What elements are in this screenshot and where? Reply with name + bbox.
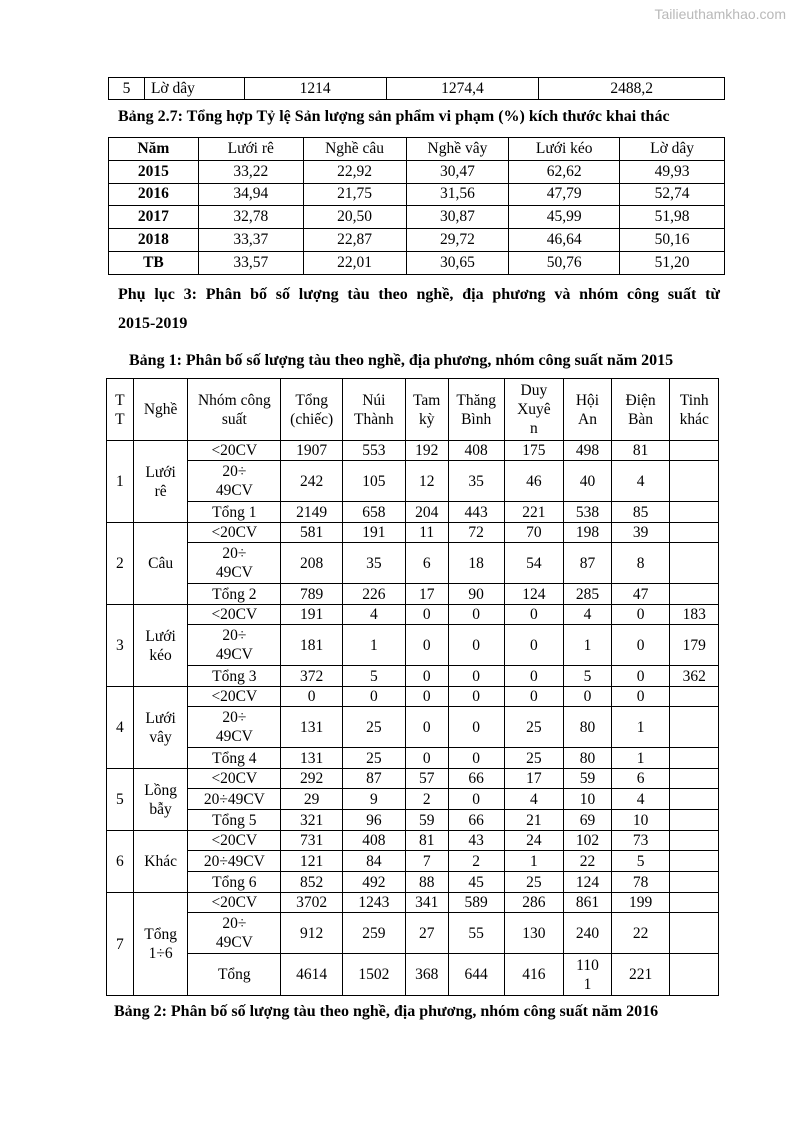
group-number: 6 — [107, 831, 134, 893]
table-cell — [670, 707, 719, 748]
table-cell: 47 — [611, 584, 670, 605]
table-row — [107, 893, 719, 913]
cell: 1214 — [244, 78, 386, 100]
table-cell: 4 — [504, 789, 564, 810]
table-cell: 20÷ 49CV — [188, 913, 281, 954]
table-cell — [670, 748, 719, 769]
table-cell: 105 — [343, 461, 405, 502]
table-cell: 226 — [343, 584, 405, 605]
table-cell: 22,01 — [303, 251, 406, 274]
table-cell: 72 — [448, 523, 504, 543]
group-number: 4 — [107, 687, 134, 769]
table-cell: 1 — [504, 851, 564, 872]
table-cell: 12 — [405, 461, 448, 502]
table-cell: 0 — [405, 687, 448, 707]
table2-caption: Bảng 2: Phân bố số lượng tàu theo nghề, địa phương, nhóm công suất năm 2016 — [114, 1003, 659, 1020]
table-cell: 22 — [611, 913, 670, 954]
table-cell: 408 — [343, 831, 405, 851]
table-cell: 0 — [405, 666, 448, 687]
column-header-nghe: Nghề — [133, 379, 188, 441]
table-cell: 6 — [611, 769, 670, 789]
table-cell — [670, 441, 719, 461]
table-cell: 1502 — [343, 954, 405, 996]
table-cell: Tổng 3 — [188, 666, 281, 687]
table-cell: 221 — [504, 502, 564, 523]
table-cell: 2 — [405, 789, 448, 810]
table-cell: <20CV — [188, 831, 281, 851]
table-cell: 341 — [405, 893, 448, 913]
cell: 1274,4 — [386, 78, 539, 100]
table-cell: 259 — [343, 913, 405, 954]
table-cell: 35 — [343, 543, 405, 584]
table-cell: 2017 — [109, 206, 199, 229]
table-cell: 10 — [611, 810, 670, 831]
group-name: Lưới kéo — [133, 605, 188, 687]
table-cell: 31,56 — [406, 183, 509, 206]
table-row — [107, 954, 719, 996]
table-cell: 81 — [611, 441, 670, 461]
table-cell: 20÷ 49CV — [188, 707, 281, 748]
table-cell: 0 — [448, 666, 504, 687]
table-cell: 87 — [343, 769, 405, 789]
table-cell: 368 — [405, 954, 448, 996]
column-header-tt: TT — [107, 379, 134, 441]
table-cell: 0 — [448, 625, 504, 666]
table-cell: 66 — [448, 810, 504, 831]
table-cell: 54 — [504, 543, 564, 584]
table-header-row — [109, 138, 725, 161]
table-cell: 90 — [448, 584, 504, 605]
table-cell: 29,72 — [406, 229, 509, 252]
group-name: Lưới rê — [133, 441, 188, 523]
table-cell: 912 — [281, 913, 343, 954]
table-1-2015 — [106, 378, 719, 996]
table-cell: 199 — [611, 893, 670, 913]
cell: 5 — [109, 78, 145, 100]
table-cell: 0 — [448, 605, 504, 625]
table-cell: 183 — [670, 605, 719, 625]
table-row — [107, 851, 719, 872]
group-number: 7 — [107, 893, 134, 996]
table-cell: 59 — [405, 810, 448, 831]
table-cell: 1 — [343, 625, 405, 666]
table-cell: 78 — [611, 872, 670, 893]
table-cell: 0 — [448, 789, 504, 810]
table-cell: 0 — [611, 687, 670, 707]
table-cell: 57 — [405, 769, 448, 789]
column-header-tinh-khac: Tinh khác — [670, 379, 719, 441]
table-row — [107, 872, 719, 893]
table27-caption: Bảng 2.7: Tổng hợp Tỷ lệ Sản lượng sản phẩm vi phạm (%) kích thước khai thác — [118, 108, 670, 125]
cell: Lờ dây — [144, 78, 244, 100]
table-cell: 32,78 — [198, 206, 303, 229]
table-cell: 22 — [564, 851, 611, 872]
table-cell: 50,76 — [509, 251, 620, 274]
table-cell — [670, 851, 719, 872]
table-cell — [670, 502, 719, 523]
table-row — [107, 502, 719, 523]
table-cell: 80 — [564, 707, 611, 748]
table-cell: 0 — [343, 687, 405, 707]
table-cell: 204 — [405, 502, 448, 523]
table-cell: 88 — [405, 872, 448, 893]
table-cell: 87 — [564, 543, 611, 584]
table-cell: 33,22 — [198, 160, 303, 183]
column-header: Năm — [109, 138, 199, 161]
table-cell: Tổng 1 — [188, 502, 281, 523]
table-cell: 242 — [281, 461, 343, 502]
table-cell: TB — [109, 251, 199, 274]
table-cell: 7 — [405, 851, 448, 872]
table-cell: 6 — [405, 543, 448, 584]
table-row — [107, 913, 719, 954]
table-cell: 0 — [504, 625, 564, 666]
column-header-dien-ban: Điện Bàn — [611, 379, 670, 441]
table-row — [109, 251, 725, 274]
table-cell: 0 — [611, 666, 670, 687]
table-cell: 25 — [343, 707, 405, 748]
table-cell: 0 — [611, 605, 670, 625]
table-cell: <20CV — [188, 687, 281, 707]
table-cell: 191 — [281, 605, 343, 625]
table-cell — [670, 954, 719, 996]
table-cell: 27 — [405, 913, 448, 954]
table-cell — [670, 461, 719, 502]
table-cell: 8 — [611, 543, 670, 584]
table-cell: 10 — [564, 789, 611, 810]
table-cell: 362 — [670, 666, 719, 687]
table1-caption: Bảng 1: Phân bố số lượng tàu theo nghề, địa phương, nhóm công suất năm 2015 — [129, 352, 674, 369]
table-cell: 0 — [405, 707, 448, 748]
table-cell: 80 — [564, 748, 611, 769]
table-cell: 0 — [564, 687, 611, 707]
table-cell: <20CV — [188, 523, 281, 543]
table-cell: 0 — [405, 605, 448, 625]
table-row — [107, 543, 719, 584]
table-row — [109, 78, 725, 100]
group-name: Lồng bẫy — [133, 769, 188, 831]
table-cell: 20÷49CV — [188, 851, 281, 872]
table-cell: 33,57 — [198, 251, 303, 274]
table-cell: 22,87 — [303, 229, 406, 252]
table-cell: Tổng 2 — [188, 584, 281, 605]
table-row — [107, 789, 719, 810]
column-header-hoi-an: Hội An — [564, 379, 611, 441]
table-cell: 861 — [564, 893, 611, 913]
table-cell: 29 — [281, 789, 343, 810]
table-cell: 30,65 — [406, 251, 509, 274]
table-cell: 321 — [281, 810, 343, 831]
table-cell: 121 — [281, 851, 343, 872]
group-number: 2 — [107, 523, 134, 605]
table-cell: 1 — [611, 707, 670, 748]
table-cell: 20÷ 49CV — [188, 543, 281, 584]
table-cell: 59 — [564, 769, 611, 789]
table-cell: 25 — [504, 748, 564, 769]
table-cell: 124 — [504, 584, 564, 605]
table-cell: 408 — [448, 441, 504, 461]
column-header-tong: Tổng (chiếc) — [281, 379, 343, 441]
table-cell: 20÷ 49CV — [188, 625, 281, 666]
table-row — [107, 441, 719, 461]
table-row — [107, 605, 719, 625]
table-cell: 198 — [564, 523, 611, 543]
table-cell: 21,75 — [303, 183, 406, 206]
table-cell: 1 — [611, 748, 670, 769]
column-header-nui-thanh: Núi Thành — [343, 379, 405, 441]
table-cell: 9 — [343, 789, 405, 810]
table-cell: 3702 — [281, 893, 343, 913]
table-cell: 644 — [448, 954, 504, 996]
table-cell: 1 — [564, 625, 611, 666]
table-cell: 2 — [448, 851, 504, 872]
table-row — [107, 584, 719, 605]
table-cell: <20CV — [188, 605, 281, 625]
table-cell: 589 — [448, 893, 504, 913]
table-cell: 84 — [343, 851, 405, 872]
table-cell: 81 — [405, 831, 448, 851]
table-cell: 4 — [564, 605, 611, 625]
table-cell: 40 — [564, 461, 611, 502]
table-cell: 221 — [611, 954, 670, 996]
table-row — [107, 687, 719, 707]
table-cell: 34,94 — [198, 183, 303, 206]
table-row — [109, 183, 725, 206]
table-cell: 50,16 — [620, 229, 725, 252]
table-row — [107, 666, 719, 687]
table-cell: 102 — [564, 831, 611, 851]
table-cell: 5 — [564, 666, 611, 687]
table-cell: 4614 — [281, 954, 343, 996]
table-cell: 21 — [504, 810, 564, 831]
table-cell: 191 — [343, 523, 405, 543]
table-cell: 789 — [281, 584, 343, 605]
group-name: Tổng 1÷6 — [133, 893, 188, 996]
table-header-row — [107, 379, 719, 441]
table-cell: 192 — [405, 441, 448, 461]
table-cell — [670, 584, 719, 605]
table-row — [107, 769, 719, 789]
table-cell: 175 — [504, 441, 564, 461]
table-cell — [670, 687, 719, 707]
table-cell — [670, 872, 719, 893]
group-number: 3 — [107, 605, 134, 687]
table-cell: 45 — [448, 872, 504, 893]
table-cell: 66 — [448, 769, 504, 789]
table-cell: 39 — [611, 523, 670, 543]
table-cell: 33,37 — [198, 229, 303, 252]
table-cell: 69 — [564, 810, 611, 831]
table-cell: 96 — [343, 810, 405, 831]
table-cell: <20CV — [188, 893, 281, 913]
table-cell: <20CV — [188, 769, 281, 789]
table-cell: 130 — [504, 913, 564, 954]
table-cell: 208 — [281, 543, 343, 584]
table-cell: 852 — [281, 872, 343, 893]
table-cell: 51,20 — [620, 251, 725, 274]
table-cell: 292 — [281, 769, 343, 789]
table-cell: 553 — [343, 441, 405, 461]
table-cell: 285 — [564, 584, 611, 605]
table-cell: 2149 — [281, 502, 343, 523]
table-row — [109, 160, 725, 183]
table-row — [107, 831, 719, 851]
table-row — [107, 461, 719, 502]
table-cell: <20CV — [188, 441, 281, 461]
table-cell — [670, 789, 719, 810]
table-cell: 0 — [504, 605, 564, 625]
table-cell: 55 — [448, 913, 504, 954]
table-cell: 70 — [504, 523, 564, 543]
table-cell: 52,74 — [620, 183, 725, 206]
table-cell: 0 — [504, 666, 564, 687]
table-cell: 498 — [564, 441, 611, 461]
column-header: Nghề câu — [303, 138, 406, 161]
table-cell: 47,79 — [509, 183, 620, 206]
table-cell: 18 — [448, 543, 504, 584]
table-cell: 0 — [611, 625, 670, 666]
table-row — [107, 523, 719, 543]
table-row — [107, 707, 719, 748]
table-cell — [670, 893, 719, 913]
column-header: Lưới kéo — [509, 138, 620, 161]
table-cell: 17 — [405, 584, 448, 605]
table-cell: 25 — [343, 748, 405, 769]
continued-table — [108, 77, 725, 100]
table-cell: 24 — [504, 831, 564, 851]
table-cell — [670, 523, 719, 543]
table-cell: 0 — [405, 625, 448, 666]
table-cell: 73 — [611, 831, 670, 851]
table-cell: 1243 — [343, 893, 405, 913]
table-cell: Tổng 5 — [188, 810, 281, 831]
table-cell: 181 — [281, 625, 343, 666]
table-cell: 62,62 — [509, 160, 620, 183]
table-cell: 0 — [405, 748, 448, 769]
table-cell: Tổng — [188, 954, 281, 996]
table-cell — [670, 831, 719, 851]
table-cell: 46 — [504, 461, 564, 502]
table-cell: 45,99 — [509, 206, 620, 229]
table-cell: 240 — [564, 913, 611, 954]
group-name: Câu — [133, 523, 188, 605]
table-cell: 11 — [405, 523, 448, 543]
table-cell: 22,92 — [303, 160, 406, 183]
column-header: Nghề vây — [406, 138, 509, 161]
table-cell — [670, 810, 719, 831]
table-cell: 85 — [611, 502, 670, 523]
table-cell: Tổng 6 — [188, 872, 281, 893]
table-cell: 0 — [448, 687, 504, 707]
table-cell: 0 — [281, 687, 343, 707]
table-cell: 4 — [343, 605, 405, 625]
table-cell: Tổng 4 — [188, 748, 281, 769]
table-cell: 0 — [448, 707, 504, 748]
table-cell: 538 — [564, 502, 611, 523]
cell: 2488,2 — [539, 78, 725, 100]
table-row — [107, 810, 719, 831]
table-cell: 286 — [504, 893, 564, 913]
table-cell: 25 — [504, 707, 564, 748]
table-cell: 731 — [281, 831, 343, 851]
table-cell: 46,64 — [509, 229, 620, 252]
table-cell: 1101 — [564, 954, 611, 996]
table-row — [109, 206, 725, 229]
table-cell: 20,50 — [303, 206, 406, 229]
table-cell: 30,47 — [406, 160, 509, 183]
table-cell: 492 — [343, 872, 405, 893]
table-cell: 0 — [504, 687, 564, 707]
table-cell: 25 — [504, 872, 564, 893]
table-cell: 1907 — [281, 441, 343, 461]
table-cell: 2016 — [109, 183, 199, 206]
table-cell: 2018 — [109, 229, 199, 252]
table-cell: 443 — [448, 502, 504, 523]
table-cell: 416 — [504, 954, 564, 996]
group-number: 1 — [107, 441, 134, 523]
table-cell: 179 — [670, 625, 719, 666]
watermark: Tailieuthamkhao.com — [654, 6, 786, 22]
table-cell: 5 — [343, 666, 405, 687]
table-cell: 49,93 — [620, 160, 725, 183]
table-cell: 124 — [564, 872, 611, 893]
table-cell: 4 — [611, 461, 670, 502]
table-cell — [670, 543, 719, 584]
table-cell: 20÷ 49CV — [188, 461, 281, 502]
table-row — [109, 229, 725, 252]
group-name: Lưới vây — [133, 687, 188, 769]
table-cell — [670, 913, 719, 954]
table-cell: 2015 — [109, 160, 199, 183]
column-header: Lưới rê — [198, 138, 303, 161]
table-cell: 0 — [448, 748, 504, 769]
table-cell: 372 — [281, 666, 343, 687]
column-header-nhom: Nhóm công suất — [188, 379, 281, 441]
table-row — [107, 748, 719, 769]
appendix-title-line1: Phụ lục 3: Phân bố số lượng tàu theo nghề, địa phương và nhóm công suất từ — [118, 286, 720, 303]
table-row — [107, 625, 719, 666]
table-cell: 17 — [504, 769, 564, 789]
table-cell: 43 — [448, 831, 504, 851]
table-cell: 131 — [281, 707, 343, 748]
column-header-thang-binh: Thăng Bình — [448, 379, 504, 441]
group-name: Khác — [133, 831, 188, 893]
appendix-title-line2: 2015-2019 — [118, 315, 188, 332]
table-2-7 — [108, 137, 725, 275]
column-header-tam-ky: Tam kỳ — [405, 379, 448, 441]
table-cell: 131 — [281, 748, 343, 769]
table-cell: 581 — [281, 523, 343, 543]
table-cell: 51,98 — [620, 206, 725, 229]
table-cell — [670, 769, 719, 789]
table-cell: 30,87 — [406, 206, 509, 229]
table-cell: 4 — [611, 789, 670, 810]
column-header: Lờ dây — [620, 138, 725, 161]
column-header-duy-xuyen: Duy Xuyên — [504, 379, 564, 441]
group-number: 5 — [107, 769, 134, 831]
table-cell: 35 — [448, 461, 504, 502]
table-cell: 20÷49CV — [188, 789, 281, 810]
table-cell: 5 — [611, 851, 670, 872]
table-cell: 658 — [343, 502, 405, 523]
